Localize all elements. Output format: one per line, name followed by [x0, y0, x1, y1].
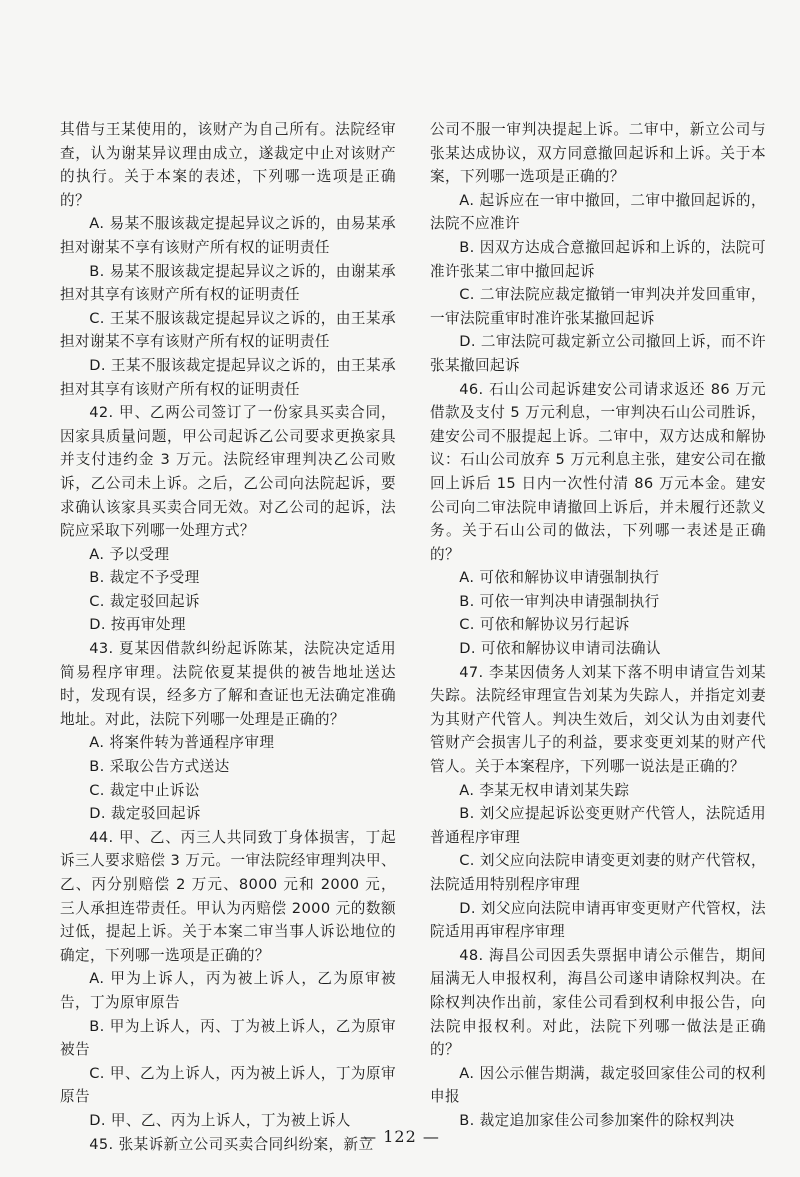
question-41-tail: 其借与王某使用的，该财产为自己所有。法院经审查，认为谢某异议理由成立，遂裁定中止对该财产的执行。关于本案的表述，下列哪一选项是正确的？	[60, 121, 396, 209]
question-46-option-a: A. 可依和解协议申请强制执行	[459, 569, 660, 587]
left-column	[60, 118, 396, 1156]
question-43-stem: 43. 夏某因借款纠纷起诉陈某，法院决定适用简易程序审理。法院依夏某提供的被告地址送达时，发现有误，经多方了解和查证也无法确定准确地址。对此，法院下列哪一处理是正确的？	[60, 640, 396, 728]
question-41-option-a: A. 易某不服该裁定提起异议之诉的，由易某承担对谢某不享有该财产所有权的证明责任	[60, 215, 396, 256]
question-48-option-b: B. 裁定追加家佳公司参加案件的除权判决	[459, 1111, 735, 1129]
page-number: — 122 —	[360, 1127, 440, 1146]
question-48-stem: 48. 海昌公司因丢失票据申请公示催告，期间届满无人申报权利，海昌公司遂申请除权判决。在除权判决作出前，家佳公司看到权利申报公告，向法院申报权利。对此，法院下列哪一做法是正确的？	[430, 946, 766, 1059]
question-41-option-d: D. 王某不服该裁定提起异议之诉的，由王某承担对其享有该财产所有权的证明责任	[60, 356, 396, 398]
question-43-option-a: A. 将案件转为普通程序审理	[89, 734, 275, 752]
question-44-option-a: A. 甲为上诉人，丙为被上诉人，乙为原审被告，丁为原审原告	[60, 970, 396, 1011]
question-44-option-c: C. 甲、乙为上诉人，丙为被上诉人，丁为原审原告	[60, 1064, 396, 1106]
right-column	[430, 118, 766, 1133]
question-47-option-c: C. 刘父应向法院申请变更刘妻的财产代管权，法院适用特别程序审理	[430, 852, 766, 893]
question-41-option-b: B. 易某不服该裁定提起异议之诉的，由谢某承担对其享有该财产所有权的证明责任	[60, 262, 396, 304]
question-43-option-b: B. 采取公告方式送达	[89, 758, 230, 776]
question-46-option-c: C. 可依和解协议另行起诉	[459, 616, 630, 634]
question-45-head: 45. 张某诉新立公司买卖合同纠纷案，新立	[89, 1135, 374, 1153]
question-45-option-c: C. 二审法院应裁定撤销一审判决并发回重审，一审法院重审时准许张某撤回起诉	[430, 286, 766, 327]
question-48-option-a: A. 因公示催告期满，裁定驳回家佳公司的权利申报	[430, 1064, 766, 1106]
question-47-option-a: A. 李某无权申请刘某失踪	[459, 781, 630, 799]
question-42-option-c: C. 裁定驳回起诉	[89, 592, 200, 610]
question-41-option-c: C. 王某不服该裁定提起异议之诉的，由王某承担对谢某不享有该财产所有权的证明责任	[60, 309, 396, 351]
question-42-option-b: B. 裁定不予受理	[89, 569, 200, 587]
question-45-option-d: D. 二审法院可裁定新立公司撤回上诉，而不许张某撤回起诉	[430, 333, 766, 374]
question-47-stem: 47. 李某因债务人刘某下落不明申请宣告刘某失踪。法院经审理宣告刘某为失踪人，并指定刘妻为其财产代管人。判决生效后，刘父认为由刘妻代管财产会损害儿子的利益，要求变更刘某的财产代管人。关于本案程序，下列哪一说法是正确的？	[430, 663, 766, 776]
question-42-option-d: D. 按再审处理	[89, 616, 186, 634]
question-42-option-a: A. 予以受理	[89, 545, 170, 563]
question-44-stem: 44. 甲、乙、丙三人共同致丁身体损害，丁起诉三人要求赔偿 3 万元。一审法院经审理判决甲、乙、丙分别赔偿 2 万元、8000 元和 2000 元，三人承担连带责任。甲认为丙赔偿 2000 元的数额过低，提起上诉。关于本案二审当事人诉讼地位的确定，下列哪一选项是正确的？	[60, 828, 396, 964]
question-46-option-b: B. 可依一审判决申请强制执行	[459, 592, 660, 610]
question-44-option-b: B. 甲为上诉人，丙、丁为被上诉人，乙为原审被告	[60, 1017, 396, 1059]
question-46-stem: 46. 石山公司起诉建安公司请求返还 86 万元借款及支付 5 万元利息，一审判决石山公司胜诉，建安公司不服提起上诉。二审中，双方达成和解协议：石山公司放弃 5 万元利息主张，建安公司在撤回上诉后 15 日内一次性付清 86 万元本金。建安公司向二审法院申请撤回上诉后，并未履行还款义务。关于石山公司的做法，下列哪一表述是正确的？	[430, 380, 766, 563]
question-47-option-d: D. 刘父应向法院申请再审变更财产代管权，法院适用再审程序审理	[430, 899, 766, 941]
question-45-option-a: A. 起诉应在一审中撤回，二审中撤回起诉的，法院不应准许	[430, 191, 766, 233]
question-43-option-c: C. 裁定中止诉讼	[89, 781, 200, 799]
question-44-option-d: D. 甲、乙、丙为上诉人，丁为被上诉人	[89, 1111, 351, 1129]
question-42-stem: 42. 甲、乙两公司签订了一份家具买卖合同，因家具质量问题，甲公司起诉乙公司要求更换家具并支付违约金 3 万元。法院经审理判决乙公司败诉，乙公司未上诉。之后，乙公司向法院起诉，要求确认该家具买卖合同无效。对乙公司的起诉，法院应采取下列哪一处理方式？	[60, 404, 396, 540]
question-47-option-b: B. 刘父应提起诉讼变更财产代管人，法院适用普通程序审理	[430, 805, 766, 846]
question-46-option-d: D. 可依和解协议申请司法确认	[459, 640, 661, 658]
question-45-option-b: B. 因双方达成合意撤回起诉和上诉的，法院可准许张某二审中撤回起诉	[430, 238, 766, 280]
question-45-tail: 公司不服一审判决提起上诉。二审中，新立公司与张某达成协议，双方同意撤回起诉和上诉。关于本案，下列哪一选项是正确的？	[430, 121, 766, 186]
question-43-option-d: D. 裁定驳回起诉	[89, 805, 201, 823]
